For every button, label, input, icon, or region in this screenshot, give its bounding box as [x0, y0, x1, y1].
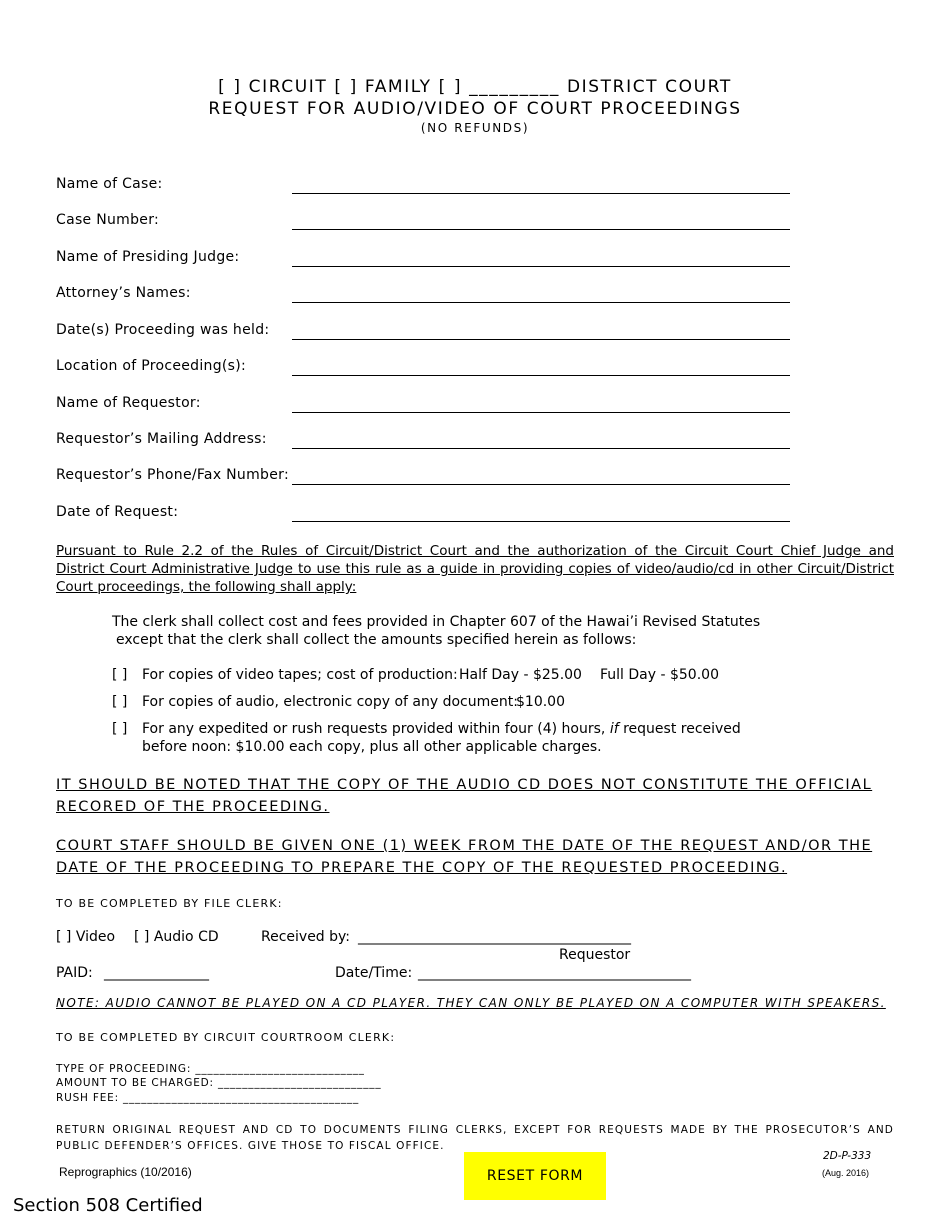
case-name-field[interactable]: [292, 179, 790, 194]
field-label-proceeding-location: Location of Proceeding(s):: [56, 358, 247, 374]
field-label-phone-fax: Requestor’s Phone/Fax Number:: [56, 467, 289, 483]
rule-paragraph-line-1: Pursuant to Rule 2.2 of the Rules of Circuit/District Court and the authorization of the Circuit Court Chief Judge and: [56, 543, 894, 559]
rush-fee-text-part-2: request received: [623, 721, 741, 737]
presiding-judge-field[interactable]: [292, 252, 790, 267]
type-of-proceeding-line[interactable]: TYPE OF PROCEEDING: ____________________________: [56, 1063, 365, 1075]
proceeding-location-field[interactable]: [292, 361, 790, 376]
video-fee-checkbox[interactable]: [ ]: [112, 667, 128, 683]
paid-line[interactable]: _______________: [104, 965, 209, 981]
courtroom-clerk-heading: TO BE COMPLETED BY CIRCUIT COURTROOM CLERK:: [56, 1031, 396, 1044]
rule-paragraph-line-3: Court proceedings, the following shall apply:: [56, 579, 357, 595]
audio-fee-price: $10.00: [516, 694, 565, 710]
field-label-case-name: Name of Case:: [56, 176, 163, 192]
return-instructions-line-1: RETURN ORIGINAL REQUEST AND CD TO DOCUMENTS FILING CLERKS, EXCEPT FOR REQUESTS MADE BY THE PROSECUTOR’S AND: [56, 1124, 894, 1136]
field-label-mailing-address: Requestor’s Mailing Address:: [56, 431, 267, 447]
date-time-line[interactable]: _______________________________________: [418, 965, 691, 981]
field-label-case-number: Case Number:: [56, 212, 160, 228]
form-title: REQUEST FOR AUDIO/VIDEO OF COURT PROCEEDINGS: [208, 99, 742, 119]
request-date-field[interactable]: [292, 507, 790, 522]
video-checkbox[interactable]: [ ] Video: [56, 929, 116, 945]
field-label-proceeding-dates: Date(s) Proceeding was held:: [56, 322, 270, 338]
amount-charged-line[interactable]: AMOUNT TO BE CHARGED: ___________________________: [56, 1077, 382, 1089]
audio-fee-checkbox[interactable]: [ ]: [112, 694, 128, 710]
audio-fee-text: For copies of audio, electronic copy of any document:: [142, 694, 518, 710]
rush-fee-line[interactable]: RUSH FEE: _______________________________________: [56, 1092, 360, 1104]
mailing-address-field[interactable]: [292, 434, 790, 449]
field-label-attorney-names: Attorney’s Names:: [56, 285, 191, 301]
field-label-requestor-name: Name of Requestor:: [56, 395, 201, 411]
staff-preparation-notice: COURT STAFF SHOULD BE GIVEN ONE (1) WEEK FROM THE DATE OF THE REQUEST AND/OR THE DATE OF THE PROCEEDING TO PREPARE THE COPY OF THE REQUESTED PROCEEDING.: [56, 838, 873, 876]
rush-fee-text-part-1: For any expedited or rush requests provided within four (4) hours,: [142, 721, 606, 737]
court-selection-header: [ ] CIRCUIT [ ] FAMILY [ ] _________ DISTRICT COURT: [218, 77, 732, 97]
field-label-presiding-judge: Name of Presiding Judge:: [56, 249, 240, 265]
rush-fee-text-line-2: before noon: $10.00 each copy, plus all other applicable charges.: [142, 739, 602, 755]
video-fee-text: For copies of video tapes; cost of production:: [142, 667, 458, 683]
paid-label: PAID:: [56, 965, 93, 981]
official-record-notice: IT SHOULD BE NOTED THAT THE COPY OF THE AUDIO CD DOES NOT CONSTITUTE THE OFFICIAL RECORED OF THE PROCEEDING.: [56, 777, 873, 815]
form-date: (Aug. 2016): [822, 1168, 870, 1178]
case-number-field[interactable]: [292, 215, 790, 230]
video-full-day-price: Full Day - $50.00: [600, 667, 719, 683]
requestor-caption: Requestor: [559, 947, 631, 963]
attorney-names-field[interactable]: [292, 288, 790, 303]
section-508-certified: Section 508 Certified: [13, 1195, 203, 1216]
requestor-name-field[interactable]: [292, 398, 790, 413]
cd-player-note: NOTE: AUDIO CANNOT BE PLAYED ON A CD PLAYER. THEY CAN ONLY BE PLAYED ON A COMPUTER WITH SPEAKERS.: [56, 996, 886, 1010]
field-label-request-date: Date of Request:: [56, 504, 179, 520]
rush-fee-if-word: if: [609, 721, 619, 737]
rule-paragraph-line-2: District Court Administrative Judge to use this rule as a guide in providing copies of video/audio/cd in other Circuit/District: [56, 561, 894, 577]
received-by-line[interactable]: _______________________________________: [358, 929, 631, 945]
video-half-day-price: Half Day - $25.00: [459, 667, 582, 683]
reprographics-label: Reprographics (10/2016): [59, 1165, 192, 1179]
date-time-label: Date/Time:: [335, 965, 413, 981]
rush-fee-checkbox[interactable]: [ ]: [112, 721, 128, 737]
received-by-label: Received by:: [261, 929, 351, 945]
reset-form-button[interactable]: RESET FORM: [464, 1152, 606, 1200]
return-instructions-line-2: PUBLIC DEFENDER’S OFFICES. GIVE THOSE TO FISCAL OFFICE.: [56, 1140, 445, 1152]
no-refunds-note: (NO REFUNDS): [420, 121, 530, 135]
clerk-fees-text-line-2: except that the clerk shall collect the amounts specified herein as follows:: [116, 632, 637, 648]
form-number: 2D-P-333: [823, 1150, 872, 1162]
file-clerk-heading: TO BE COMPLETED BY FILE CLERK:: [56, 897, 283, 910]
audio-cd-checkbox[interactable]: [ ] Audio CD: [134, 929, 219, 945]
rush-fee-text-line-1: [142, 721, 741, 737]
proceeding-dates-field[interactable]: [292, 325, 790, 340]
phone-fax-field[interactable]: [292, 470, 790, 485]
clerk-fees-text-line-1: The clerk shall collect cost and fees provided in Chapter 607 of the Hawai’i Revised Statutes: [112, 614, 761, 630]
